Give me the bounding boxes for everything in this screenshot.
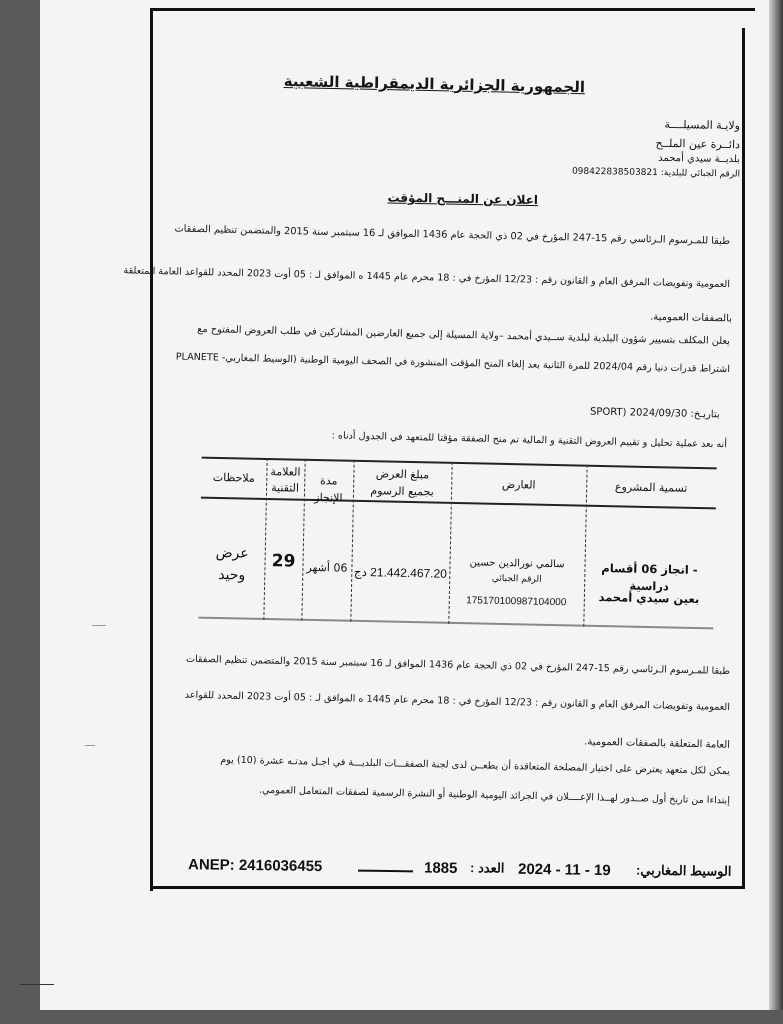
row-bidder-name: سالمي نورالدين حسين xyxy=(469,557,565,571)
anep-reference: ANEP: 2416036455 xyxy=(187,856,323,876)
row-bidder-tax-id: 175170100987104000 xyxy=(466,595,567,609)
page-edge-shadow xyxy=(769,0,783,1010)
baladiya-name: بلديــة سيدي أمحمد xyxy=(658,152,741,166)
intro-line-7: أنه بعد عملية تحليل و تقييم العروض التقنية و المالية تم منح الصفقة مؤقتا للمتعهد في الجدول أدناه : xyxy=(331,430,728,451)
header-amount-2: بجميع الرسوم xyxy=(370,484,434,499)
header-amount-1: مبلغ العرض xyxy=(375,467,430,482)
intro-line-4: يعلن المكلف بتسيير شؤون البلدية لبلدية ســيدي أمحمد –ولاية المسيلة إلى جميع العارضين المشاركين في طلب العروض المفتوح مع xyxy=(197,323,731,348)
closing-line-2: العمومية وتفويضات المرفق العام و القانون رقم : 12/23 المؤرخ في : 18 محرم عام 1445 ه الموافق لـ : 05 أوت 2023 المحدد للقواعد xyxy=(184,689,731,714)
header-project: تسمية المشروع xyxy=(614,480,688,495)
document-frame-right xyxy=(742,28,745,888)
row-project-1: - انجاز 06 أقسام دراسية xyxy=(601,561,698,594)
issue-date: 2024 - 11 - 19 xyxy=(517,860,611,880)
scan-mark xyxy=(92,625,106,626)
header-bidder: العارض xyxy=(501,477,536,492)
issue-label: العدد : xyxy=(469,860,505,876)
header-duration: مدة الإنجاز xyxy=(314,474,343,505)
scan-mark xyxy=(85,745,95,746)
header-notes: ملاحظات xyxy=(212,470,255,485)
newspaper-name: الوسيط المغاربي: xyxy=(635,862,732,879)
scan-mark xyxy=(20,984,54,985)
wilaya-name: ولايـة المسيلــــة xyxy=(664,117,741,133)
intro-line-3: بالصفقات العمومية. xyxy=(650,311,733,325)
row-notes-2: وحيد xyxy=(218,566,246,584)
closing-line-5: إبتداءا من تاريخ أول صــدور لهــذا الإعــــلان في الجرائد اليومية الوطنية أو النشرة الرسمية لصفقات المتعامل العمومي. xyxy=(258,784,731,807)
header-score-1: العلامة xyxy=(270,465,301,479)
closing-line-4: يمكن لكل متعهد يعترض على اختيار المصلحة المتعاقدة أن يطعــن لدى لجنة الصفقـــات البلديـــة في اجـل مدتـه عشرة (10) يوم xyxy=(220,754,731,778)
row-amount: 21.442.467.20 دج xyxy=(353,564,448,581)
award-table xyxy=(198,457,716,630)
intro-line-6: SPORT) بتاريـخ: 2024/09/30 xyxy=(589,406,720,421)
intro-line-1: طبقا للمـرسوم الـرئاسي رقم 15-247 المؤرخ في 02 ذي الحجة عام 1436 الموافق لـ 16 سبتمبر سنة 2015 والمتضمن تنظيم الصفقات xyxy=(174,223,731,248)
closing-line-3: العامة المتعلقة بالصفقات العمومية. xyxy=(584,736,731,751)
issue-number: 1885 xyxy=(423,859,458,877)
announcement-title: اعلان عن المنـــح المؤقت xyxy=(387,190,539,208)
row-notes-1: عرض xyxy=(215,544,249,562)
row-project-2: بعين سيدي أمحمد xyxy=(598,589,700,607)
baladiya-tax-id: الرقم الجبائي للبلدية: 098422838503821 xyxy=(571,166,741,180)
row-bidder-tax-label: الرقم الجبائي xyxy=(491,573,542,585)
closing-line-1: طبقا للمـرسوم الـرئاسي رقم 15-247 المؤرخ في 02 ذي الحجة عام 1436 الموافق لـ 16 سبتمبر سنة 2015 والمتضمن تنظيم الصفقات xyxy=(185,653,731,678)
footer-rule-1 xyxy=(358,870,413,873)
intro-line-5: اشتراط قدرات دنيا رقم 2024/04 للمرة الثانية بعد إلغاء المنح المؤقت المنشورة في الصحف اليومية الوطنية (الوسيط المغاربي- PLANETE xyxy=(175,351,731,376)
daira-name: دائــرة عين الملــح xyxy=(655,136,741,152)
republic-title: الجمهورية الجزائرية الديمقراطية الشعبية xyxy=(283,71,586,97)
intro-line-2: العمومية وتفويضات المرفق العام و القانون رقم : 12/23 المؤرخ في : 18 محرم عام 1445 ه الموافق لـ : 05 أوت 2023 المحدد للقواعد العامة المتعلقة xyxy=(123,265,731,291)
row-duration: 06 أشهر xyxy=(306,560,348,575)
row-score: 29 xyxy=(271,551,296,572)
header-score-2: التقنية xyxy=(271,481,300,495)
